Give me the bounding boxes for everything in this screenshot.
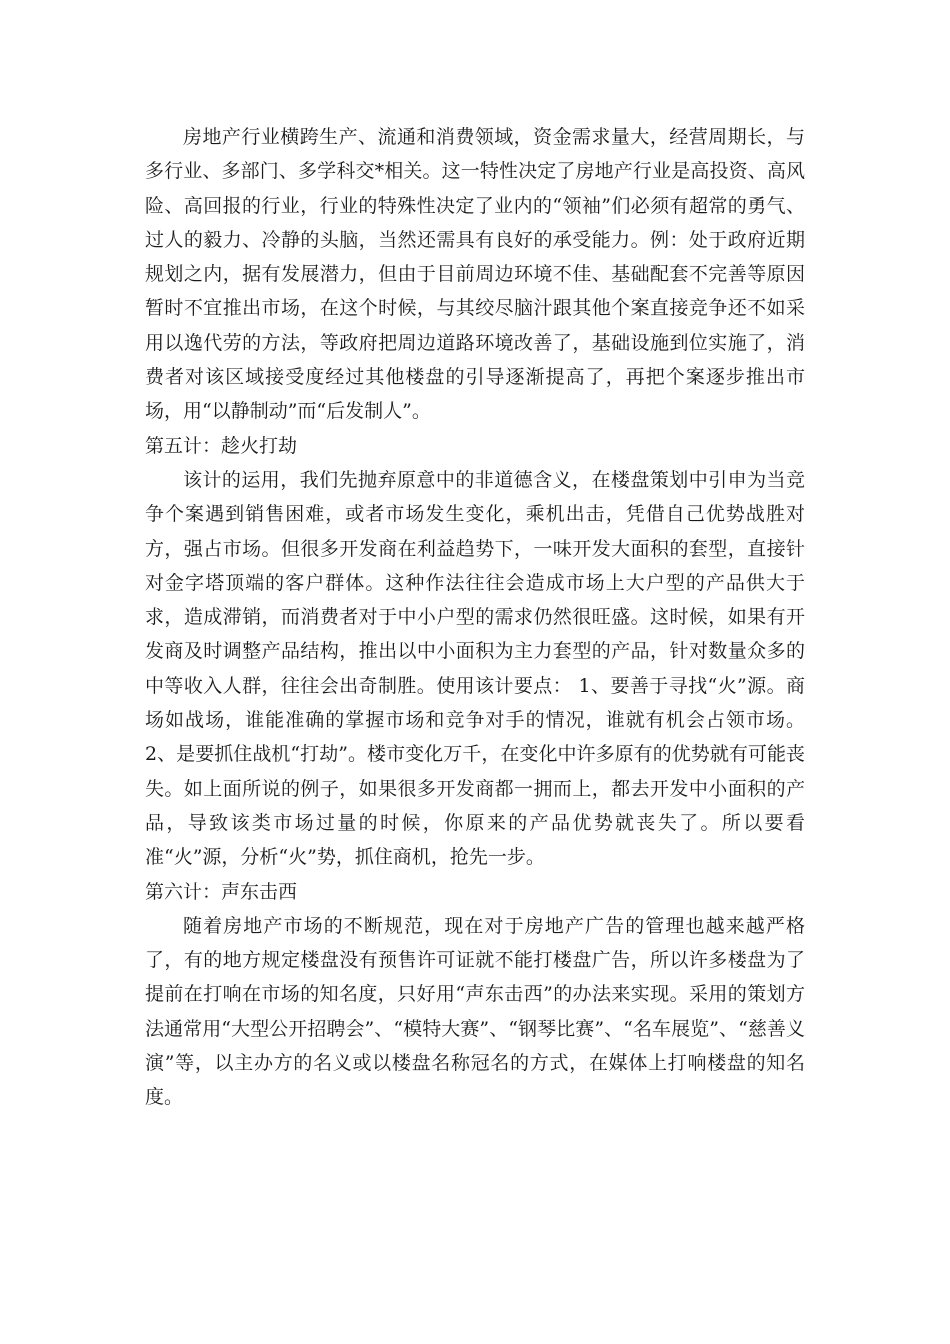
paragraph-section-6: 随着房地产市场的不断规范，现在对于房地产广告的管理也越来越严格了，有的地方规定楼盘没有预售许可证就不能打楼盘广告，所以许多楼盘为了提前在打响在市场的知名度，只好用“声东击西”的办法来实现。采用的策划方法通常用“大型公开招聘会”、“模特大赛”、“钢琴比赛”、“名车展览”、“慈善义演”等，以主办方的名义或以楼盘名称冠名的方式，在媒体上打响楼盘的知名度。 bbox=[145, 914, 805, 1109]
section-heading-6: 第六计：声东击西 bbox=[145, 880, 298, 903]
paragraph-intro: 房地产行业横跨生产、流通和消费领域，资金需求量大，经营周期长，与多行业、多部门、多学科交*相关。这一特性决定了房地产行业是高投资、高风险、高回报的行业，行业的特殊性决定了业内的“领袖”们必须有超常的勇气、过人的毅力、冷静的头脑，当然还需具有良好的承受能力。例：处于政府近期规划之内，据有发展潜力，但由于目前周边环境不佳、基础配套不完善等原因暂时不宜推出市场，在这个时候，与其绞尽脑汁跟其他个案直接竞争还不如采用以逸代劳的方法，等政府把周边道路环境改善了，基础设施到位实施了，消费者对该区域接受度经过其他楼盘的引导逐渐提高了，再把个案逐步推出市场，用“以静制动”而“后发制人”。 bbox=[145, 126, 805, 423]
document-body bbox=[145, 120, 805, 1115]
section-heading-5: 第五计：趁火打劫 bbox=[145, 434, 298, 457]
paragraph-section-5: 该计的运用，我们先抛弃原意中的非道德含义，在楼盘策划中引申为当竞争个案遇到销售困难，或者市场发生变化，乘机出击，凭借自己优势战胜对方，强占市场。但很多开发商在利益趋势下，一味开发大面积的套型，直接针对金字塔顶端的客户群体。这种作法往往会造成市场上大户型的产品供大于求，造成滞销，而消费者对于中小户型的需求仍然很旺盛。这时候，如果有开发商及时调整产品结构，推出以中小面积为主力套型的产品，针对数量众多的中等收入人群，往往会出奇制胜。使用该计要点： 1、要善于寻找“火”源。商场如战场，谁能准确的掌握市场和竞争对手的情况，谁就有机会占领市场。 2、是要抓住战机“打劫”。楼市变化万千，在变化中许多原有的优势就有可能丧失。如上面所说的例子，如果很多开发商都一拥而上，都去开发中小面积的产品，导致该类市场过量的时候，你原来的产品优势就丧失了。所以要看准“火”源，分析“火”势，抓住商机，抢先一步。 bbox=[145, 468, 805, 869]
